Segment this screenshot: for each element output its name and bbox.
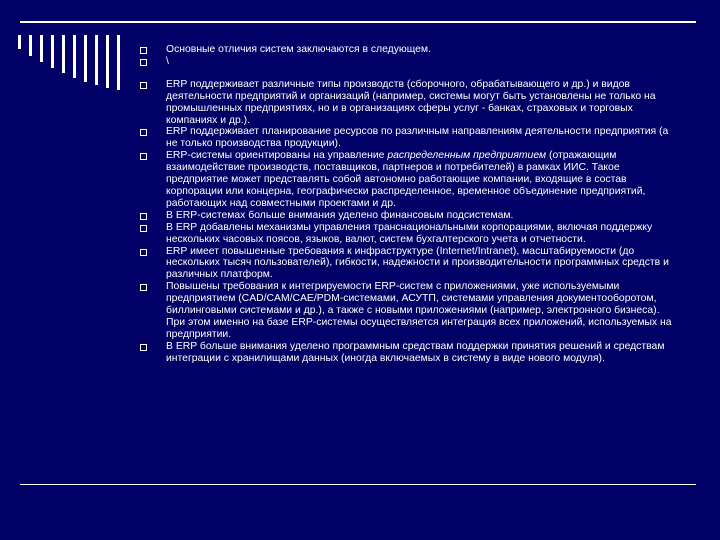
list-item-text: Основные отличия систем заключаются в следующем. — [166, 44, 431, 55]
square-bullet-icon — [140, 249, 147, 256]
list-item — [140, 210, 680, 222]
stripe — [29, 35, 32, 56]
list-item — [140, 150, 680, 210]
list-item-text: ERP поддерживает планирование ресурсов по различным направлениям деятельности предприятия (а не только производства продукции). — [166, 126, 669, 150]
stripe — [62, 35, 65, 73]
text-segment: ERP-системы ориентированы на управление — [166, 150, 388, 162]
bullet-list — [140, 44, 680, 365]
list-item-text: В ERP-системах больше внимания уделено финансовым подсистемам. — [166, 209, 514, 221]
list-item — [140, 126, 680, 150]
stripe — [18, 35, 21, 49]
stripe — [117, 35, 120, 90]
bottom-rule — [20, 484, 696, 485]
square-bullet-icon — [140, 82, 147, 89]
stripe — [51, 35, 54, 68]
list-item — [140, 246, 680, 282]
text-segment: (отражающим взаимодействие производств, поставщиков, партнеров и потребителей) в рамках ИИС. Такое предприятие может представлять собой автономно работающие компании, входящие в состав корпорации или концерна, географически распределенное, временное объединение предприятий, работающих над совместными проектами и др. — [166, 150, 646, 209]
stripe — [73, 35, 76, 78]
square-bullet-icon — [140, 47, 147, 54]
list-item — [140, 281, 680, 341]
list-item — [140, 341, 680, 365]
square-bullet-icon — [140, 213, 147, 220]
square-bullet-icon — [140, 129, 147, 136]
square-bullet-icon — [140, 344, 147, 351]
square-bullet-icon — [140, 153, 147, 160]
top-rule — [20, 21, 696, 23]
list-item-text: \ — [166, 55, 169, 67]
list-item — [140, 222, 680, 246]
list-item-text: ERP имеет повышенные требования к инфраструктуре (Internet/Intranet), масштабируемости (до нескольких тысяч пользователей), гибкости, надежности и производительности программных средств и различных платформ. — [166, 245, 669, 281]
list-item-text — [166, 150, 680, 210]
stripe — [95, 35, 98, 85]
list-item-text: В ERP добавлены механизмы управления транснациональными корпорациями, включая поддержку нескольких часовых поясов, языков, валют, систем бухгалтерского учета и отчетности. — [166, 221, 653, 245]
stripe — [84, 35, 87, 82]
list-item — [140, 56, 680, 68]
list-item — [140, 44, 680, 56]
list-item-text: Повышены требования к интегрируемости ERP-систем с приложениями, уже используемыми предприятием (CAD/CAM/CAE/PDM-системами, АСУТП, системами управления документооборотом, биллинговыми системами и др.), а также с новыми приложениями (например, электронного бизнеса). При этом именно на базе ERP-системы осуществляется интеграция всех приложений, используемых на предприятии. — [166, 281, 672, 340]
list-item — [140, 79, 680, 127]
list-item-text: ERP поддерживает различные типы производств (сборочного, обрабатывающего и др.) и видов деятельности предприятий и организаций (например, системы могут быть установлены не только на промышленных предприятиях, но и в организациях сферы услуг - банках, страховых и торговых компаниях и др.). — [166, 78, 656, 126]
list-item-text: В ERP больше внимания уделено программным средствам поддержки принятия решений и средствам интеграции с хранилищами данных (иногда включаемых в систему в виде нового модуля). — [166, 340, 665, 364]
square-bullet-icon — [140, 225, 147, 232]
square-bullet-icon — [140, 284, 147, 291]
stripe — [106, 35, 109, 88]
emphasis-text: распределенным предприятием — [387, 150, 547, 162]
square-bullet-icon — [140, 59, 147, 66]
stripe — [40, 35, 43, 62]
decorative-stripes — [18, 35, 128, 90]
